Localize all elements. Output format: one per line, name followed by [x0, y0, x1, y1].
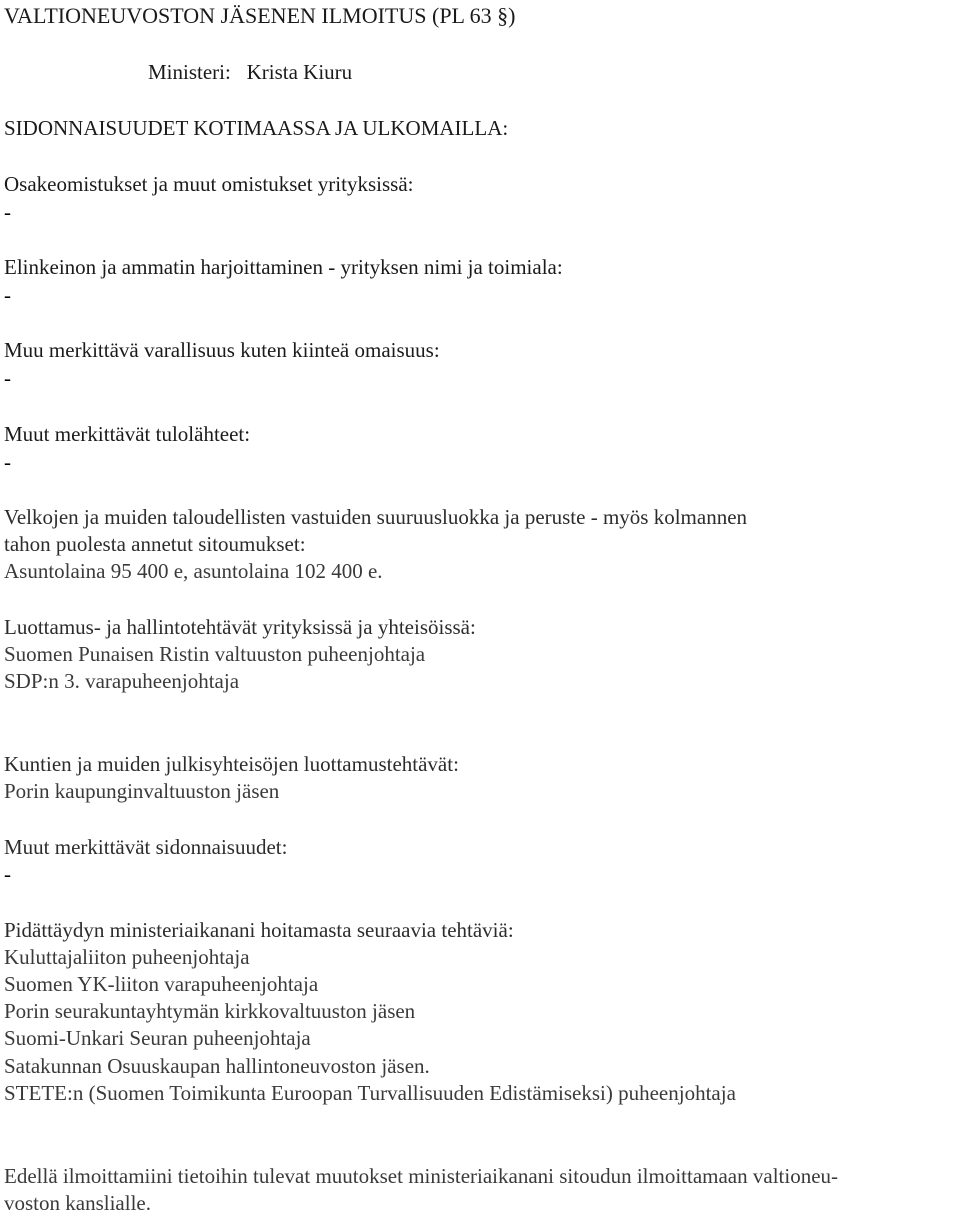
refrain-item: Suomi-Unkari Seuran puheenjohtaja	[4, 1026, 311, 1050]
minister-label: Ministeri:	[148, 60, 231, 84]
municipal-heading: Kuntien ja muiden julkisyhteisöjen luottamustehtävät:	[4, 752, 459, 776]
closing-line1: Edellä ilmoittamiini tietoihin tulevat muutokset ministeriaikanani sitoudun ilmoittamaan valtioneu-	[4, 1164, 839, 1188]
business-value: -	[4, 283, 11, 307]
shareholdings-heading: Osakeomistukset ja muut omistukset yrityksissä:	[4, 172, 414, 196]
refrain-item: Satakunnan Osuuskaupan hallintoneuvoston jäsen.	[4, 1054, 430, 1078]
refrain-heading: Pidättäydyn ministeriaikanani hoitamasta seuraavia tehtäviä:	[4, 918, 514, 942]
property-value: -	[4, 366, 11, 390]
debts-heading-line1: Velkojen ja muiden taloudellisten vastuiden suuruusluokka ja peruste - myös kolmannen	[4, 505, 748, 529]
document-title: VALTIONEUVOSTON JÄSENEN ILMOITUS (PL 63 §)	[4, 3, 516, 28]
other-value: -	[4, 862, 11, 886]
debts-heading-line2: tahon puolesta annetut sitoumukset:	[4, 532, 306, 556]
refrain-item: Suomen YK-liiton varapuheenjohtaja	[4, 972, 319, 996]
property-heading: Muu merkittävä varallisuus kuten kiinteä omaisuus:	[4, 338, 440, 362]
shareholdings-value: -	[4, 200, 11, 224]
refrain-item: Porin seurakuntayhtymän kirkkovaltuuston jäsen	[4, 999, 416, 1023]
minister-name: Krista Kiuru	[246, 60, 353, 84]
refrain-item: STETE:n (Suomen Toimikunta Euroopan Turvallisuuden Edistämiseksi) puheenjohtaja	[4, 1081, 736, 1105]
income-heading: Muut merkittävät tulolähteet:	[4, 422, 251, 446]
refrain-item: Kuluttajaliiton puheenjohtaja	[4, 945, 250, 969]
other-heading: Muut merkittävät sidonnaisuudet:	[4, 835, 288, 859]
municipal-value: Porin kaupunginvaltuuston jäsen	[4, 779, 280, 803]
trust-position-item: SDP:n 3. varapuheenjohtaja	[4, 669, 240, 693]
closing-line2: voston kanslialle.	[4, 1191, 151, 1215]
trust-positions-heading: Luottamus- ja hallintotehtävät yrityksissä ja yhteisöissä:	[4, 615, 476, 639]
minister-line	[148, 59, 352, 85]
income-value: -	[4, 450, 11, 474]
section-heading: SIDONNAISUUDET KOTIMAASSA JA ULKOMAILLA:	[4, 116, 509, 140]
business-heading: Elinkeinon ja ammatin harjoittaminen - yrityksen nimi ja toimiala:	[4, 255, 563, 279]
trust-position-item: Suomen Punaisen Ristin valtuuston puheenjohtaja	[4, 642, 426, 666]
debts-value: Asuntolaina 95 400 e, asuntolaina 102 400 e.	[4, 559, 383, 583]
